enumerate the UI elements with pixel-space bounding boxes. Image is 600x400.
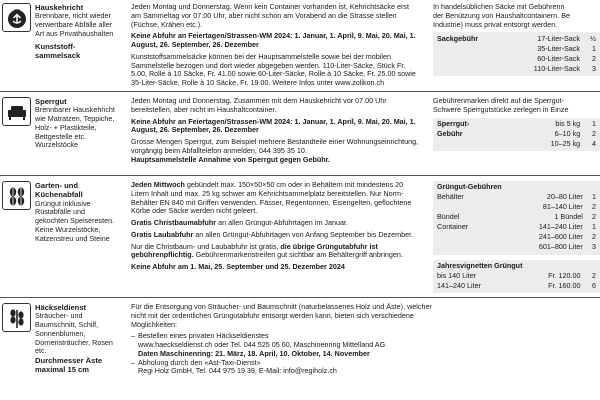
chipping-intro: Für die Entsorgung von Sträucher- und Baumschnitt (naturbelassenes Holz und Äste), welcher nicht mit der ordentlichen Grüngutabfuhr entsorgt werden kann, bieten sich verschiedene Möglichkeiten: <box>131 302 432 329</box>
fee-size: 20–80 Liter <box>546 192 583 202</box>
fee-size: 10–25 kg <box>550 139 581 149</box>
leaf-icon <box>2 181 31 210</box>
fee-price: 2 <box>592 53 596 63</box>
table-row <box>437 243 596 253</box>
fee-table <box>437 193 596 253</box>
table-row <box>437 140 596 150</box>
fee-price: 2 <box>592 232 596 242</box>
fee-price: 2 <box>592 212 596 222</box>
category-description: Sträucher- und Baumschnitt, Schilf, Sonnenblumen, Dornensträucher, Rosen etc. <box>35 311 113 356</box>
fee-intro-line: Industrie) muss privat entsorgt werden. <box>433 19 558 29</box>
fee-label: Container <box>437 222 469 232</box>
vignette-size: bis 140 Liter <box>437 270 477 280</box>
table-row <box>437 193 596 203</box>
fee-price: 4 <box>592 139 596 149</box>
table-row <box>437 54 596 64</box>
fee-size: 601–800 Liter <box>538 242 583 252</box>
fee-label <box>437 203 499 213</box>
row-hauskehricht <box>0 0 600 92</box>
table-row <box>437 281 596 291</box>
fee-size: bis 5 kg <box>555 119 581 129</box>
vignette-table <box>437 271 596 291</box>
fee-size: 60-Liter-Sack <box>537 53 580 63</box>
fee-intro-line: Schwere Sperrgutstücke zerlegen in Einze <box>433 104 569 114</box>
category-subtitle: Kunststoff-sammelsack <box>35 41 81 60</box>
vignette-size: 141–240 Liter <box>437 280 481 290</box>
fee-intro-line: Gebührenmarken direkt auf die Sperrgut- <box>433 96 565 105</box>
vignette-extra: 6 <box>592 280 596 290</box>
fee-table-box <box>433 118 600 152</box>
table-row <box>437 213 596 223</box>
fee-label: Behälter <box>437 192 464 202</box>
fee-heading: Grüngut-Gebühren <box>437 182 502 191</box>
fee-label: Sperrgut- <box>437 119 470 129</box>
list-item: – Bestellen eines privaten Häckseldienstes <box>131 332 433 341</box>
table-row <box>437 120 596 130</box>
vignette-extra: 2 <box>592 270 596 280</box>
christmas-tree-info: Gratis Christbaumabfuhr an allen Grüngut-Abfuhrtagen im Januar. <box>131 218 348 228</box>
fee-size: 81–140 Liter <box>542 202 583 212</box>
vignette-table-box <box>433 260 600 294</box>
fee-notice: Nur die Christbaum- und Laubabfuhr ist gratis, die übrige Grüngutabfuhr ist gebührenpflichtig. Gebührenmarkenstreifen gut sichtbar am Behältergriff anbringen. <box>131 241 403 260</box>
fee-label <box>437 233 499 243</box>
holiday-notice: Keine Abfuhr an Feiertagen/Strassen-WM 2024: 1. Januar, 1. April, 9. Mai, 20. Mai, 1. August, 26. September, 26. Dezember <box>131 116 416 135</box>
chipping-dates: Daten Maschinenring: 21. März, 18. April, 10. Oktober, 14. November <box>138 348 370 358</box>
category-description: Brennbare, nicht wieder verwertbare Abfälle aller Art aus Privathaushalten <box>35 11 114 38</box>
table-row <box>437 130 596 140</box>
table-row <box>437 44 596 54</box>
branch-icon <box>2 303 31 332</box>
fee-label: Gebühr <box>437 129 463 139</box>
collection-info: Jeden Mittwoch gebündelt max. 150×50×50 cm oder in Behältern mit mindestens 20 Litern Inhalt und max. 25 kg schwer am Kehrichtsammelplatz bereitstellen. Nur Norm-Behälter EN 840 mit Griffen verwenden. Fässer, Regentonnen, Eisengelten, geflochtene Körbe oder Säcke werden nicht geleert. <box>131 180 412 216</box>
fee-price: 1 <box>592 192 596 202</box>
fee-price: 3 <box>592 63 596 73</box>
table-row <box>437 223 596 233</box>
fee-label: Bündel <box>437 212 460 222</box>
row-chipping-service <box>0 300 600 400</box>
table-row <box>437 233 596 243</box>
fee-price: ½ <box>590 33 596 43</box>
main-collection-notice: Hauptsammelstelle Annahme von Sperrgut gegen Gebühr. <box>131 154 331 164</box>
fee-label: Sackgebühr <box>437 33 479 43</box>
collection-info: Jeden Montag und Donnerstag. Zusammen mit dem Hauskehricht vor 07.00 Uhr bereitstellen, aber nicht im Haushaltcontainer. <box>131 96 387 114</box>
table-row <box>437 203 596 213</box>
chipping-contact: www.haeckseldienst.ch oder Tel. 044 525 05 60, Maschinenring Mittelland AG <box>138 340 386 350</box>
fee-table <box>437 120 596 150</box>
leaf-collection-info: Gratis Laubabfuhr an allen Grüngut-Abfuhrtagen von Anfang September bis Dezember. <box>131 229 414 239</box>
fee-price: 1 <box>592 222 596 232</box>
category-title: Häckseldienst <box>35 303 87 312</box>
bulk-info: Grosse Mengen Sperrgut, zum Beispiel mehrere Bestandteile einer Wohnungseinrichtung, vorgängig beim Abfalltelefon anmelden, 044 395 35 10. <box>131 137 419 155</box>
fee-size: 35-Liter-Sack <box>537 43 580 53</box>
holiday-notice: Keine Abfuhr an Feiertagen/Strassen-WM 2024: 1. Januar, 1. April, 9. Mai, 20. Mai, 1. August, 26. September, 26. Dezember <box>131 31 416 50</box>
fee-table-box <box>433 181 600 255</box>
sofa-icon <box>2 97 31 126</box>
fee-intro-line: der Benützung von Haushaltcontainern. Be <box>433 10 571 20</box>
row-sperrgut <box>0 94 600 176</box>
fee-size: 110-Liter-Sack <box>533 63 580 73</box>
fee-size: 6–10 kg <box>554 129 581 139</box>
row-garden-waste <box>0 178 600 298</box>
fee-price: 1 <box>592 119 596 129</box>
table-row <box>437 34 596 44</box>
fee-price: 2 <box>592 202 596 212</box>
vignette-heading: Jahresvignetten Grüngut <box>437 260 523 270</box>
table-row <box>437 64 596 74</box>
collection-info: Jeden Montag und Donnerstag. Wenn kein Container vorhanden ist, Kehrichtsäcke erst am Sammeltag vor 07.00 Uhr, aber nicht schon am Vorabend an die Strasse stellen (Füchse, Krähen etc.). <box>131 2 409 29</box>
fee-label <box>437 243 499 253</box>
fee-size: 17-Liter-Sack <box>537 33 580 43</box>
fee-size: 241–600 Liter <box>538 232 583 242</box>
fee-size: 141–240 Liter <box>538 222 583 232</box>
fee-size: 1 Bündel <box>554 212 583 222</box>
recycling-bag-icon <box>2 3 31 32</box>
fee-intro-line: In handelsüblichen Säcke mit Gebührenn <box>433 2 565 11</box>
fee-price: 2 <box>592 129 596 139</box>
category-title: Hauskehricht <box>35 3 84 12</box>
vignette-price: Fr. 160.00 <box>548 280 581 290</box>
taxi-contact: Regi Holz GmbH, Tel. 044 975 19 39, E-Mail: info@regiholz.ch <box>138 366 337 376</box>
holiday-notice: Keine Abfuhr am 1. Mai, 25. September und 25. Dezember 2024 <box>131 262 345 272</box>
bag-info: Kunststoffsammelsäcke können bei der Hauptsammelstelle sowie bei der mobilen Sammelstelle bezogen und dort wieder abgegeben werden. 110-Liter-Säcke, Stück Fr. 5.00, Rolle à 10 Säcke, Fr. 41.00 sowie 60-Liter-Säcke, Rolle à 10 Säcke, Fr. 25.00 sowie 35-Liter-Säcke, Rolle à 10 Säcke, Fr. 19.00. Weitere Infos unter www.zolikon.ch <box>131 51 416 88</box>
table-row <box>437 271 596 281</box>
category-description: Grüngut inklusive Rüstabfälle und gekochten Speiseresten. Keine Wurzelstöcke, Katzenstreu und Steine <box>35 198 115 243</box>
vignette-price: Fr. 120.00 <box>548 270 581 280</box>
category-description: Brennbarer Hauskehricht wie Matratzen, Teppiche, Holz- + Plastikteile, Bettgestelle etc. Wurzelstöcke <box>35 105 115 150</box>
fee-price: 1 <box>592 43 596 53</box>
category-subtitle: Durchmesser Äste maximal 15 cm <box>35 356 103 375</box>
fee-price: 3 <box>592 242 596 252</box>
list-item: – Abholung durch den «Ast-Taxi-Dienst» <box>131 359 433 368</box>
fee-table <box>437 34 596 74</box>
fee-table-box <box>433 32 600 76</box>
category-title: Sperrgut <box>35 97 67 106</box>
category-title: Garten- und Küchenabfall <box>35 181 83 200</box>
